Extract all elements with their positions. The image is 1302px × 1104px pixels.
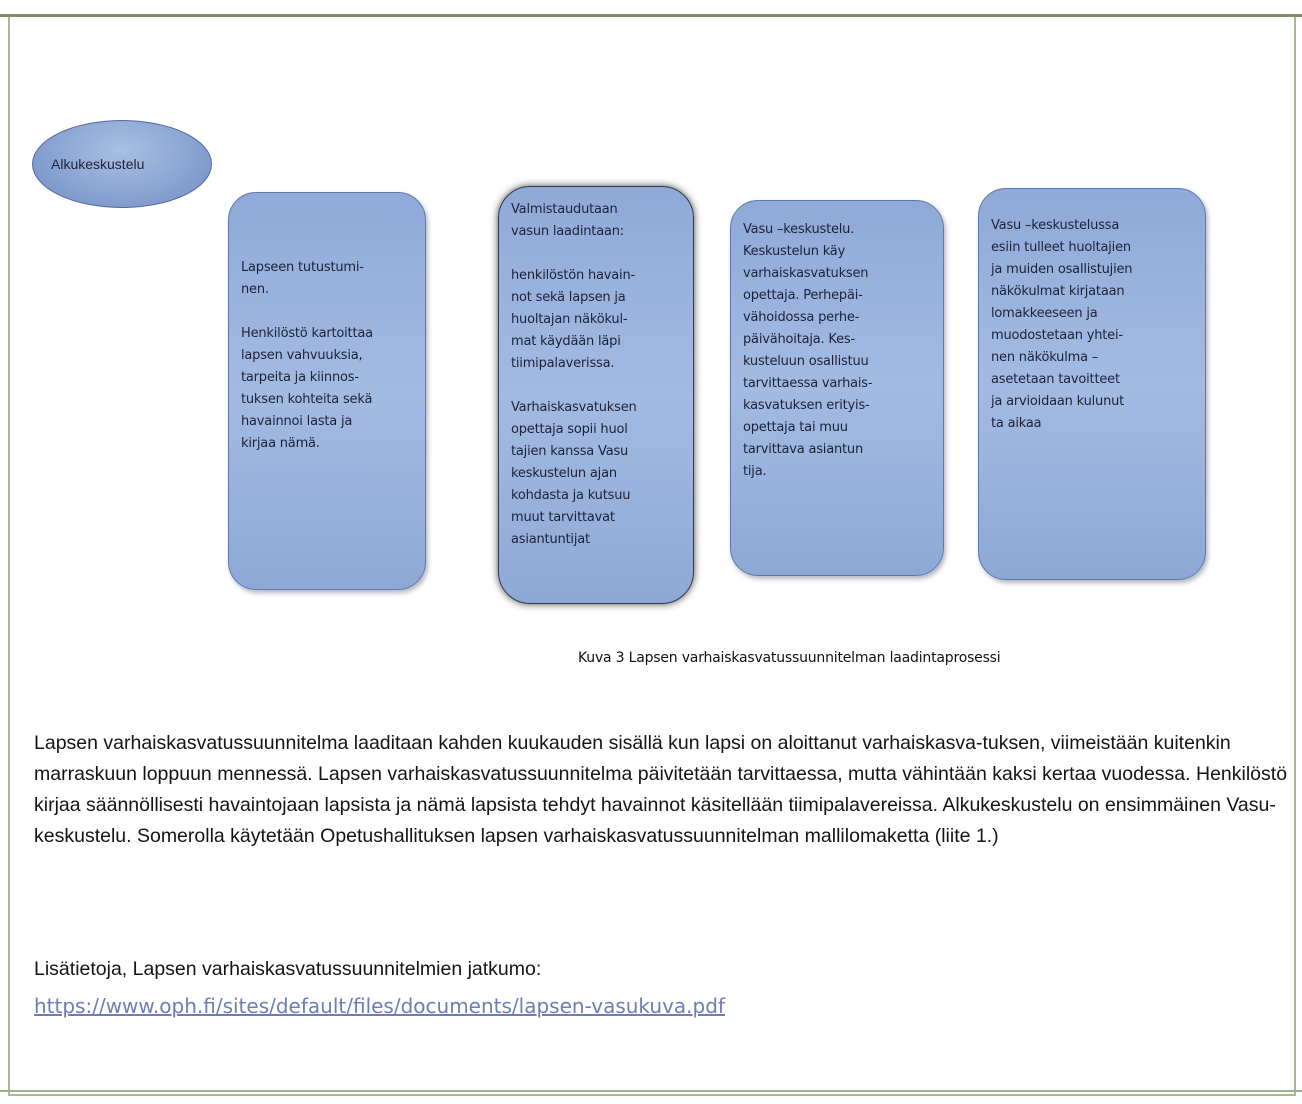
box-4-line: muodostetaan yhtei- bbox=[991, 328, 1123, 343]
box-3-line: päivähoitaja. Kes- bbox=[743, 332, 855, 347]
box-4-line: näkökulmat kirjataan bbox=[991, 284, 1125, 299]
box-3-line: Vasu –keskustelu. bbox=[743, 222, 855, 237]
box-2-line: opettaja sopii huol bbox=[511, 422, 628, 437]
box-1-line: kirjaa nämä. bbox=[241, 436, 320, 451]
box-2-line: tajien kanssa Vasu bbox=[511, 444, 629, 459]
process-box-3 bbox=[730, 200, 944, 576]
box-2-line: vasun laadintaan: bbox=[511, 224, 624, 239]
box-2-line: keskustelun ajan bbox=[511, 466, 617, 481]
box-3-line: Keskustelun käy bbox=[743, 244, 846, 259]
top-rule bbox=[0, 14, 1302, 17]
box-2-line: mat käydään läpi bbox=[511, 334, 621, 349]
box-3-line: varhaiskasvatuksen bbox=[743, 266, 869, 281]
box-3-line: opettaja. Perhepäi- bbox=[743, 288, 863, 303]
box-3-line: tija. bbox=[743, 464, 767, 479]
process-box-1 bbox=[228, 192, 426, 590]
box-2-line: huoltajan näkökul- bbox=[511, 312, 628, 327]
box-2-line: asiantuntijat bbox=[511, 532, 590, 547]
box-2-line: Varhaiskasvatuksen bbox=[511, 400, 637, 415]
process-box-2 bbox=[498, 186, 694, 604]
box-3-line: opettaja tai muu bbox=[743, 420, 848, 435]
box-2-line: henkilöstön havain- bbox=[511, 268, 635, 283]
bottom-rule bbox=[0, 1090, 1302, 1092]
start-node-alkukeskustelu bbox=[32, 120, 212, 208]
box-4-line: ja muiden osallistujien bbox=[991, 262, 1133, 277]
box-4-line: esiin tulleet huoltajien bbox=[991, 240, 1131, 255]
start-node-label: Alkukeskustelu bbox=[51, 156, 145, 172]
box-2-line: Valmistaudutaan bbox=[511, 202, 618, 217]
box-4-line: ta aikaa bbox=[991, 416, 1042, 431]
body-paragraph: Lapsen varhaiskasvatussuunnitelma laaditaan kahden kuukauden sisällä kun lapsi on aloittanut varhaiskasva-tuksen, viimeistään kuitenkin marraskuun loppuun mennessä. Lapsen varhaiskasvatussuunnitelma päivitetään tarvittaessa, mutta vähintään kaksi kertaa vuodessa. Henkilöstö kirjaa säännöllisesti havaintojaan lapsista ja nämä lapsista tehdyt havainnot käsitellään tiimipalavereissa. Alkukeskustelu on ensimmäinen Vasu-keskustelu. Somerolla käytetään Opetushallituksen lapsen varhaiskasvatussuunnitelman mallilomaketta (liite 1.) bbox=[34, 732, 1288, 847]
box-2-line: not sekä lapsen ja bbox=[511, 290, 626, 305]
figure-caption: Kuva 3 Lapsen varhaiskasvatussuunnitelman laadintaprosessi bbox=[578, 650, 1001, 666]
box-2-line: kohdasta ja kutsuu bbox=[511, 488, 631, 503]
box-2-line: muut tarvittavat bbox=[511, 510, 615, 525]
info-label: Lisätietoja, Lapsen varhaiskasvatussuunnitelmien jatkumo: bbox=[34, 958, 542, 980]
box-1-line: nen. bbox=[241, 282, 269, 297]
box-1-line: Lapseen tutustumi- bbox=[241, 260, 364, 275]
box-3-line: vähoidossa perhe- bbox=[743, 310, 860, 325]
box-3-line: tarvittava asiantun bbox=[743, 442, 863, 457]
vasukuva-link[interactable]: https://www.oph.fi/sites/default/files/documents/lapsen-vasukuva.pdf bbox=[34, 994, 725, 1018]
box-1-line: Henkilöstö kartoittaa bbox=[241, 326, 373, 341]
box-4-line: Vasu –keskustelussa bbox=[991, 218, 1120, 233]
process-box-4 bbox=[978, 188, 1206, 580]
box-1-line: lapsen vahvuuksia, bbox=[241, 348, 363, 363]
box-4-line: asetetaan tavoitteet bbox=[991, 372, 1120, 387]
box-4-line: ja arvioidaan kulunut bbox=[991, 394, 1125, 409]
box-2-line: tiimipalaverissa. bbox=[511, 356, 615, 371]
box-4-line: nen näkökulma – bbox=[991, 350, 1099, 365]
box-1-line: havainnoi lasta ja bbox=[241, 414, 353, 429]
box-3-line: kasvatuksen erityis- bbox=[743, 398, 870, 413]
box-3-line: kusteluun osallistuu bbox=[743, 354, 869, 369]
box-4-line: lomakkeeseen ja bbox=[991, 306, 1098, 321]
box-1-line: tuksen kohteita sekä bbox=[241, 392, 373, 407]
box-3-line: tarvittaessa varhais- bbox=[743, 376, 873, 391]
box-1-line: tarpeita ja kiinnos- bbox=[241, 370, 359, 385]
